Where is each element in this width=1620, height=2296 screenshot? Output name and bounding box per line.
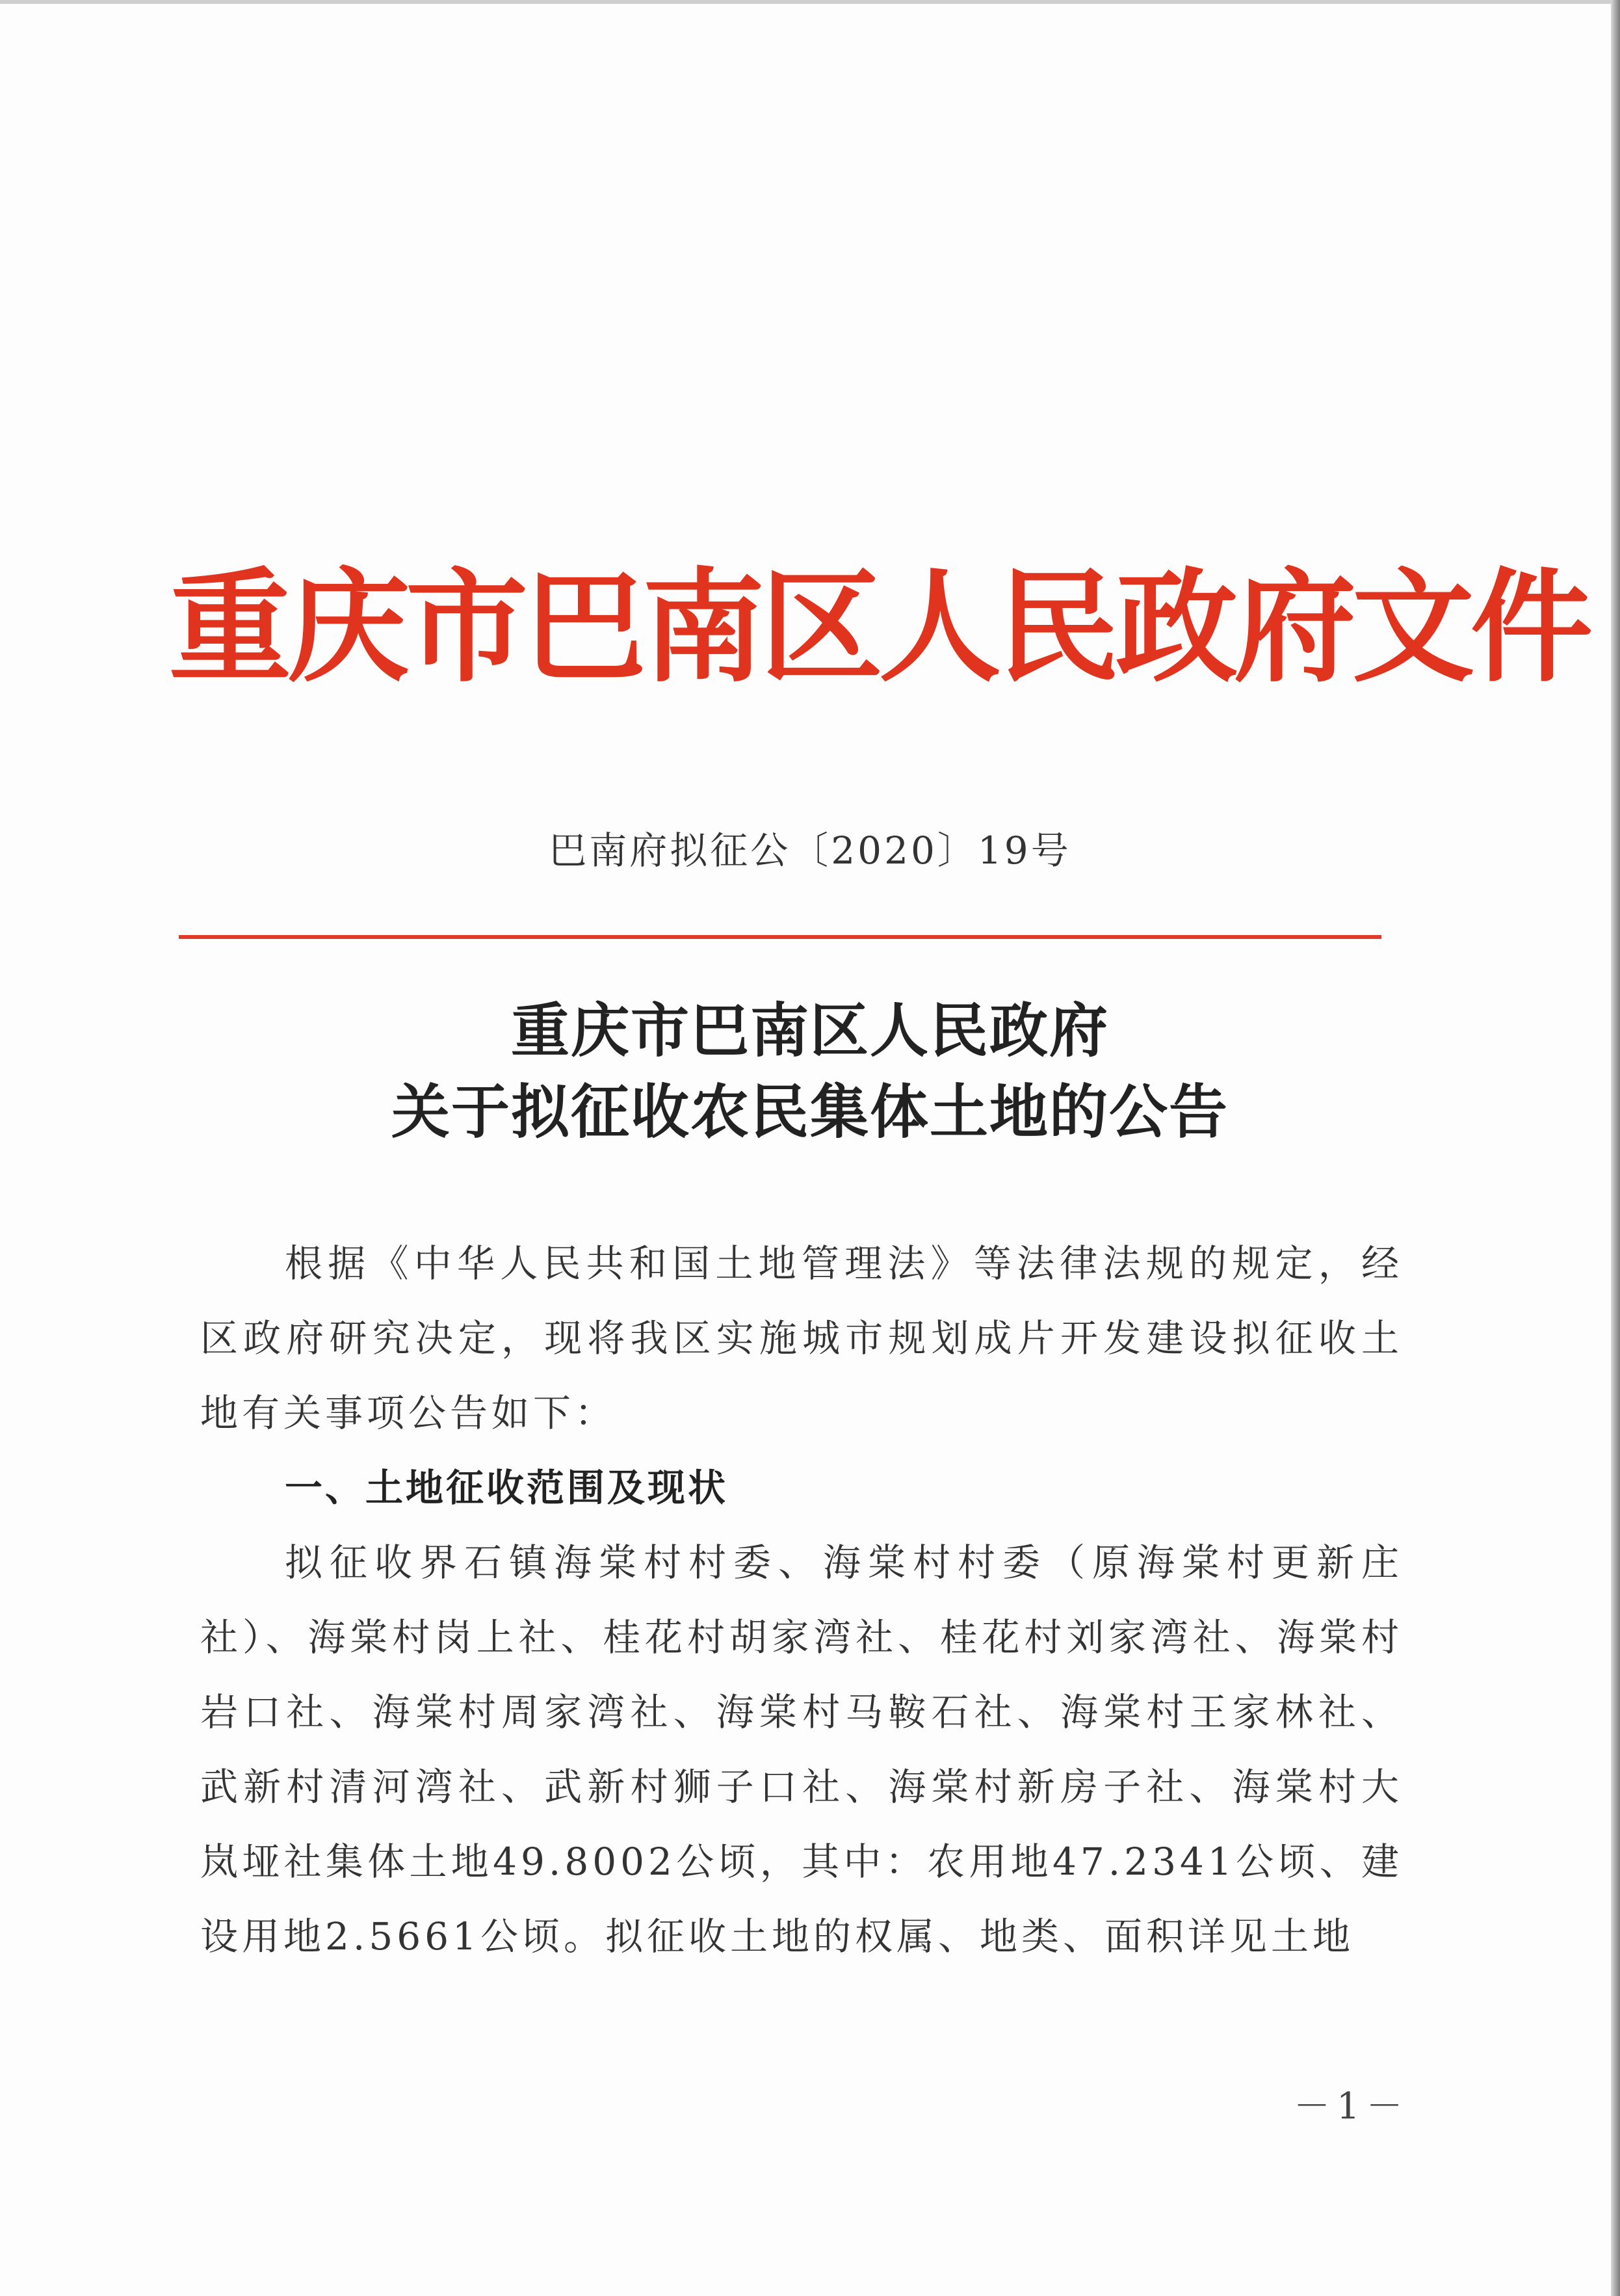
document-masthead: 重庆市巴南区人民政府文件 bbox=[169, 555, 1589, 699]
document-title-line-2: 关于拟征收农民集体土地的公告 bbox=[391, 1077, 1229, 1146]
red-separator-line bbox=[179, 935, 1381, 939]
document-number: 巴南府拟征公〔2020〕19号 bbox=[549, 828, 1071, 873]
scan-right-edge bbox=[1611, 0, 1620, 2296]
section-heading-1: 一、土地征收范围及现状 bbox=[285, 1466, 729, 1510]
document-title-line-1: 重庆市巴南区人民政府 bbox=[511, 996, 1109, 1065]
page-number: －1－ bbox=[1294, 2085, 1409, 2128]
scan-top-edge bbox=[0, 0, 1620, 4]
section-1-paragraph: 拟征收界石镇海棠村村委、海棠村村委（原海棠村更新庄社）、海棠村岗上社、桂花村胡家湾社、桂花村刘家湾社、海棠村岩口社、海棠村周家湾社、海棠村马鞍石社、海棠村王家林社、武新村清河湾社、武新村狮子口社、海棠村新房子社、海棠村大岚垭社集体土地49.8002公顷，其中：农用地47.2341公顷、建设用地2.5661公顷。拟征收土地的权属、地类、面积详见土地 bbox=[200, 1540, 1403, 1959]
intro-paragraph: 根据《中华人民共和国土地管理法》等法律法规的规定，经区政府研究决定，现将我区实施城市规划成片开发建设拟征收土地有关事项公告如下： bbox=[200, 1241, 1403, 1435]
